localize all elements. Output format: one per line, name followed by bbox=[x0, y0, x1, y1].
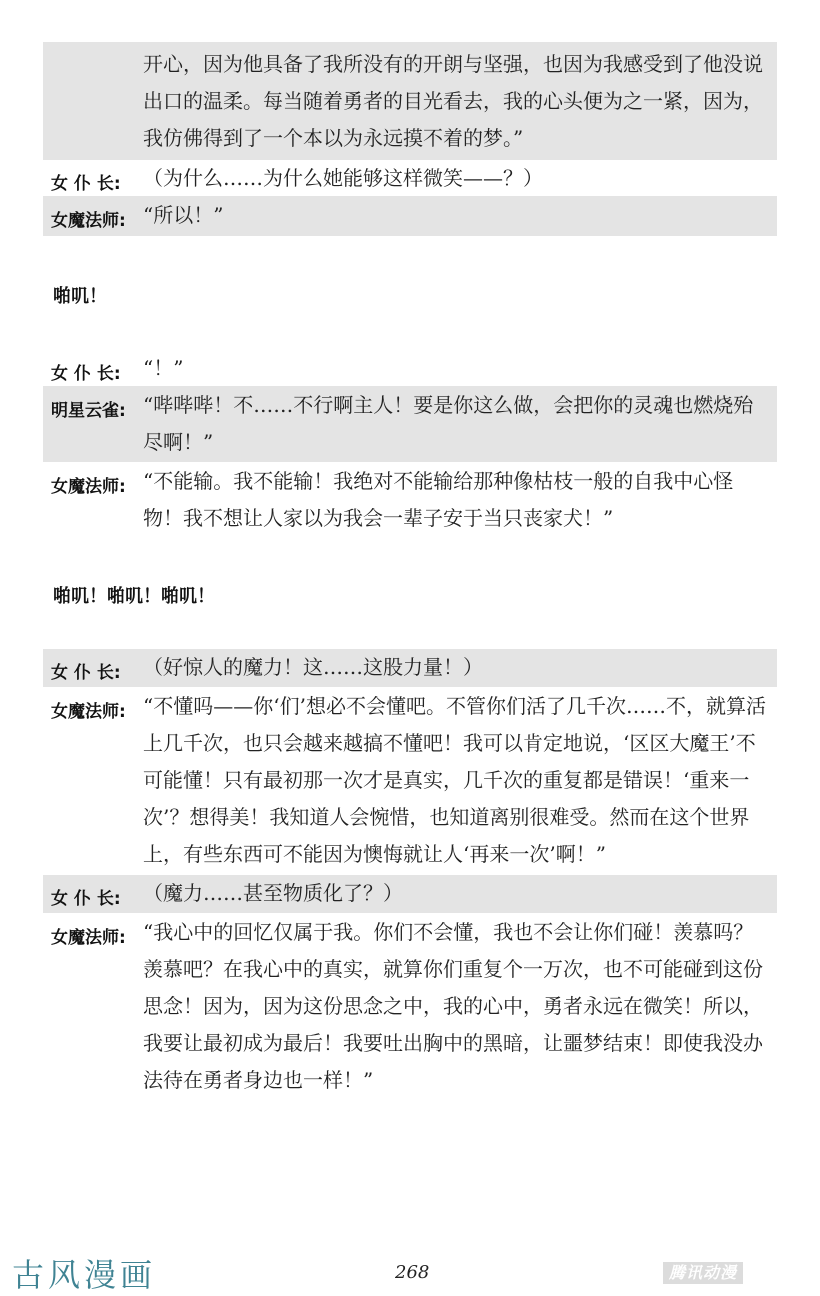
dialogue-row bbox=[43, 386, 777, 462]
dialogue-text: 开心，因为他具备了我所没有的开朗与坚强，也因为我感受到了他没说出口的温柔。每当随着勇者的目光看去，我的心头便为之一紧，因为，我仿佛得到了一个本以为永远摸不着的梦。” bbox=[143, 52, 763, 150]
dialogue-row bbox=[43, 649, 777, 687]
sound-effect: 啪叽！ bbox=[53, 286, 107, 307]
sound-effect: 啪叽！啪叽！啪叽！ bbox=[53, 586, 215, 607]
dialogue-text: （为什么……为什么她能够这样微笑——？） bbox=[143, 166, 543, 190]
speaker-label: 女 仆 长: bbox=[51, 364, 121, 384]
dialogue-text: “不能输。我不能输！我绝对不能输给那种像枯枝一般的自我中心怪物！我不想让人家以为我会一辈子安于当只丧家犬！” bbox=[143, 469, 734, 530]
dialogue-row bbox=[43, 687, 777, 875]
dialogue-text: “不懂吗——你‘们’想必不会懂吧。不管你们活了几千次……不，就算活上几千次，也只会越来越搞不懂吧！我可以肯定地说，‘区区大魔王’不可能懂！只有最初那一次才是真实，几千次的重复都是错误！‘重来一次’？想得美！我知道人会惋惜，也知道离别很难受。然而在这个世界上，有些东西可不能因为懊悔就让人‘再来一次’啊！” bbox=[143, 694, 766, 866]
dialogue-row bbox=[43, 196, 777, 236]
dialogue-text: （魔力……甚至物质化了？） bbox=[143, 881, 403, 905]
dialogue-text: （好惊人的魔力！这……这股力量！） bbox=[143, 655, 483, 679]
dialogue-row bbox=[43, 350, 777, 386]
speaker-label: 女魔法师: bbox=[51, 702, 126, 722]
page-number: 268 bbox=[395, 1262, 430, 1283]
speaker-label: 女 仆 长: bbox=[51, 889, 121, 909]
dialogue-row bbox=[43, 42, 777, 160]
dialogue-text: “！” bbox=[143, 356, 184, 380]
dialogue-row bbox=[43, 462, 777, 538]
speaker-label: 明星云雀: bbox=[51, 401, 126, 421]
dialogue-text: “我心中的回忆仅属于我。你们不会懂，我也不会让你们碰！羡慕吗？羡慕吧？在我心中的真实，就算你们重复个一万次，也不可能碰到这份思念！因为，因为这份思念之中，我的心中，勇者永远在微笑！所以，我要让最初成为最后！我要吐出胸中的黑暗，让噩梦结束！即使我没办法待在勇者身边也一样！” bbox=[143, 920, 763, 1092]
speaker-label: 女 仆 长: bbox=[51, 663, 121, 683]
speaker-label: 女魔法师: bbox=[51, 477, 126, 497]
publisher-logo: 腾讯动漫 bbox=[663, 1262, 743, 1284]
dialogue-row bbox=[43, 160, 777, 196]
dialogue-text: “所以！” bbox=[143, 203, 224, 227]
dialogue-text: “哔哔哔！不……不行啊主人！要是你这么做，会把你的灵魂也燃烧殆尽啊！” bbox=[143, 393, 754, 454]
speaker-label: 女魔法师: bbox=[51, 928, 126, 948]
speaker-label: 女 仆 长: bbox=[51, 174, 121, 194]
speaker-label: 女魔法师: bbox=[51, 211, 126, 231]
watermark-logo: 古风漫画 bbox=[12, 1256, 157, 1294]
dialogue-row bbox=[43, 913, 777, 1103]
dialogue-row bbox=[43, 875, 777, 913]
